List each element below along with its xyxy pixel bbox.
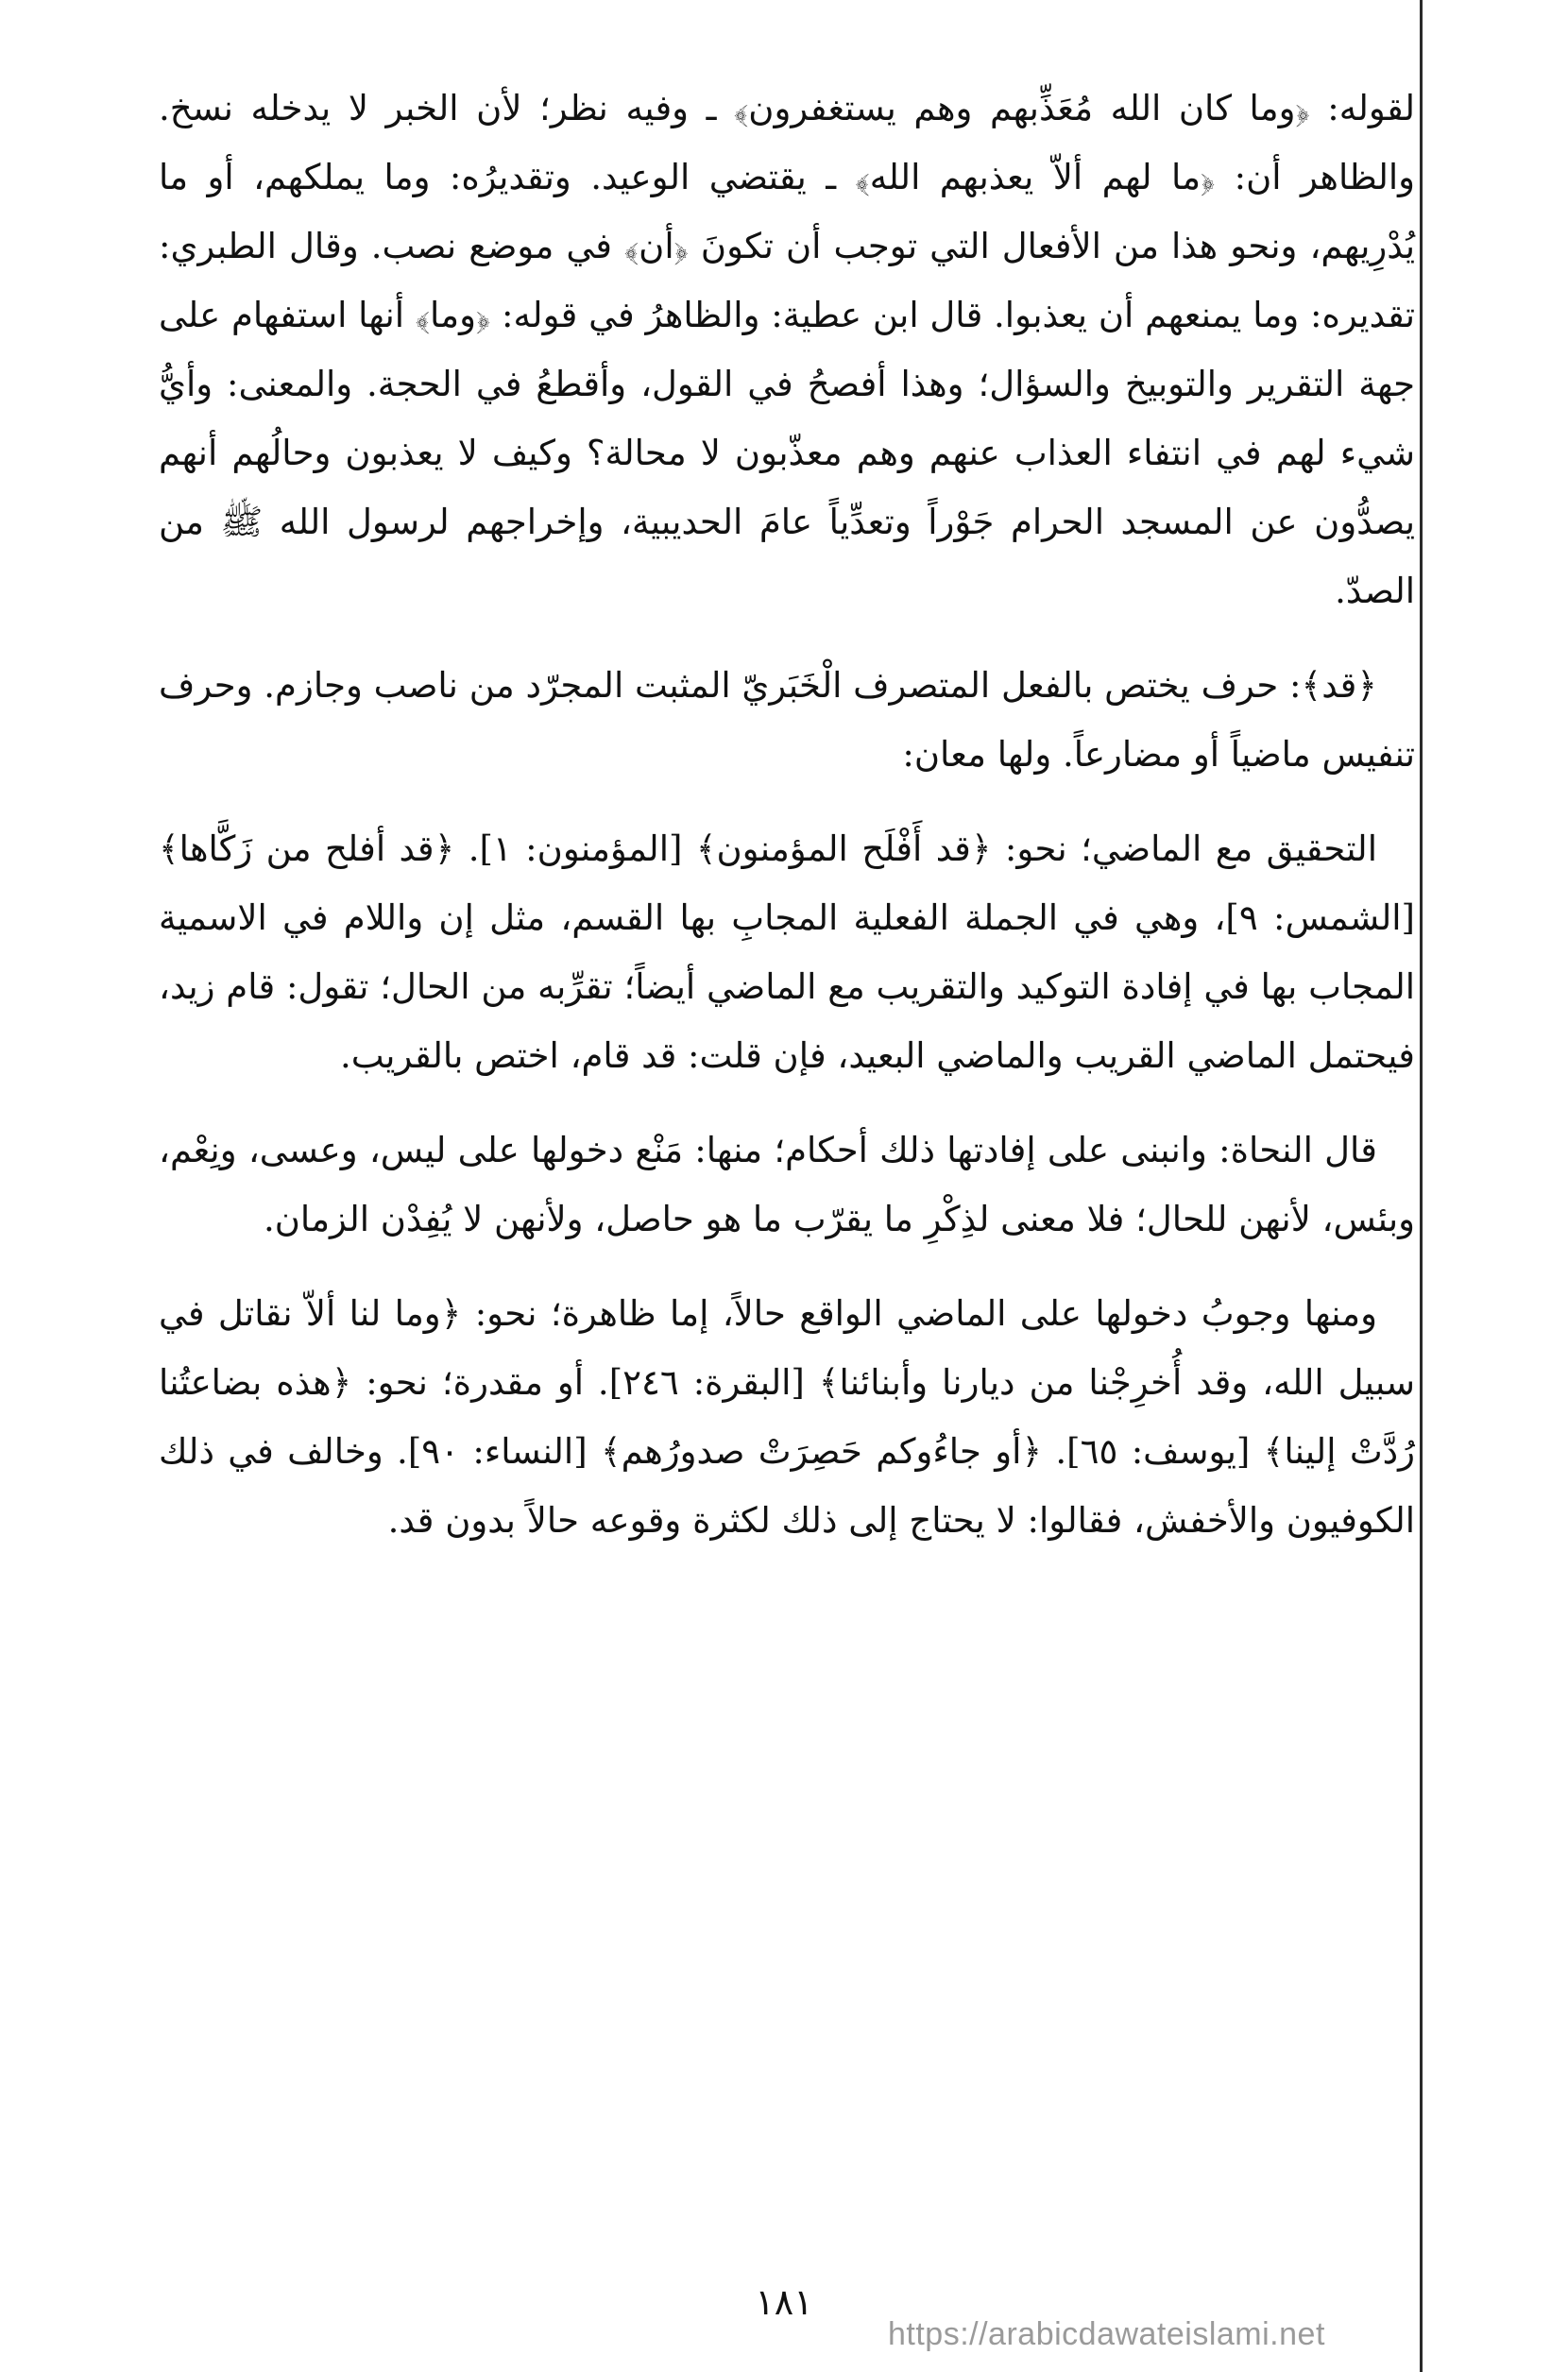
paragraph-5: ومنها وجوبُ دخولها على الماضي الواقع حالاً، إما ظاهرة؛ نحو: ﴿وما لنا ألاّ نقاتل في سبيل الله، وقد أُخرِجْنا من ديارنا وأبنائنا﴾ [البقرة: ٢٤٦]. أو مقدرة؛ نحو: ﴿هذه بضاعتُنا رُدَّتْ إلينا﴾ [يوسف: ٦٥]. ﴿أو جاءُوكم حَصِرَتْ صدورُهم﴾ [النساء: ٩٠]. وخالف في ذلك الكوفيون والأخفش، فقالوا: لا يحتاج إلى ذلك لكثرة وقوعه حالاً بدون قد. xyxy=(159,1293,1416,1541)
paragraph-4: قال النحاة: وانبنى على إفادتها ذلك أحكام؛ منها: مَنْع دخولها على ليس، وعسى، ونِعْم، وبئس، لأنهن للحال؛ فلا معنى لذِكْرِ ما يقرّب ما هو حاصل، ولأنهن لا يُفِدْن الزمان. xyxy=(159,1130,1415,1239)
watermark-url: https://arabicdawateislami.net xyxy=(888,2316,1325,2352)
paragraph-1: لقوله: ﴿وما كان الله مُعَذِّبهم وهم يستغفرون﴾ ـ وفيه نظر؛ لأن الخبر لا يدخله نسخ. والظاهر أن: ﴿ما لهم ألاّ يعذبهم الله﴾ ـ يقتضي الوعيد. وتقديرُه: وما يملكهم، أو ما يُدْرِيهم، ونحو هذا من الأفعال التي توجب أن تكونَ ﴿أن﴾ في موضع نصب. وقال الطبري: تقديره: وما يمنعهم أن يعذبوا. قال ابن عطية: والظاهرُ في قوله: ﴿وما﴾ أنها استفهام على جهة التقرير والتوبيخ والسؤال؛ وهذا أفصحُ في القول، وأقطعُ في الحجة. والمعنى: وأيُّ شيء لهم في انتفاء العذاب عنهم وهم معذّبون لا محالة؟ وكيف لا يعذبون وحالُهم أنهم يصدُّون عن المسجد الحرام جَوْراً وتعدِّياً عامَ الحديبية، وإخراجهم لرسول الله ﷺ من الصدّ. xyxy=(159,88,1416,611)
scan-edge-line xyxy=(1420,0,1423,2372)
paragraph-2: ﴿قد﴾: حرف يختص بالفعل المتصرف الْخَبَريّ المثبت المجرّد من ناصب وجازم. وحرف تنفيس ماضياً أو مضارعاً. ولها معان: xyxy=(159,665,1415,775)
body-text xyxy=(159,74,1415,1555)
paragraph-3: التحقيق مع الماضي؛ نحو: ﴿قد أَفْلَح المؤمنون﴾ [المؤمنون: ١]. ﴿قد أفلح من زَكَّاها﴾ [الشمس: ٩]، وهي في الجملة الفعلية المجابِ بها القسم، مثل إن واللام في الاسمية المجاب بها في إفادة التوكيد والتقريب مع الماضي أيضاً؛ تقرِّبه من الحال؛ تقول: قام زيد، فيحتمل الماضي القريب والماضي البعيد، فإن قلت: قد قام، اختص بالقريب. xyxy=(159,828,1416,1076)
page-number: ١٨١ xyxy=(755,2281,813,2323)
